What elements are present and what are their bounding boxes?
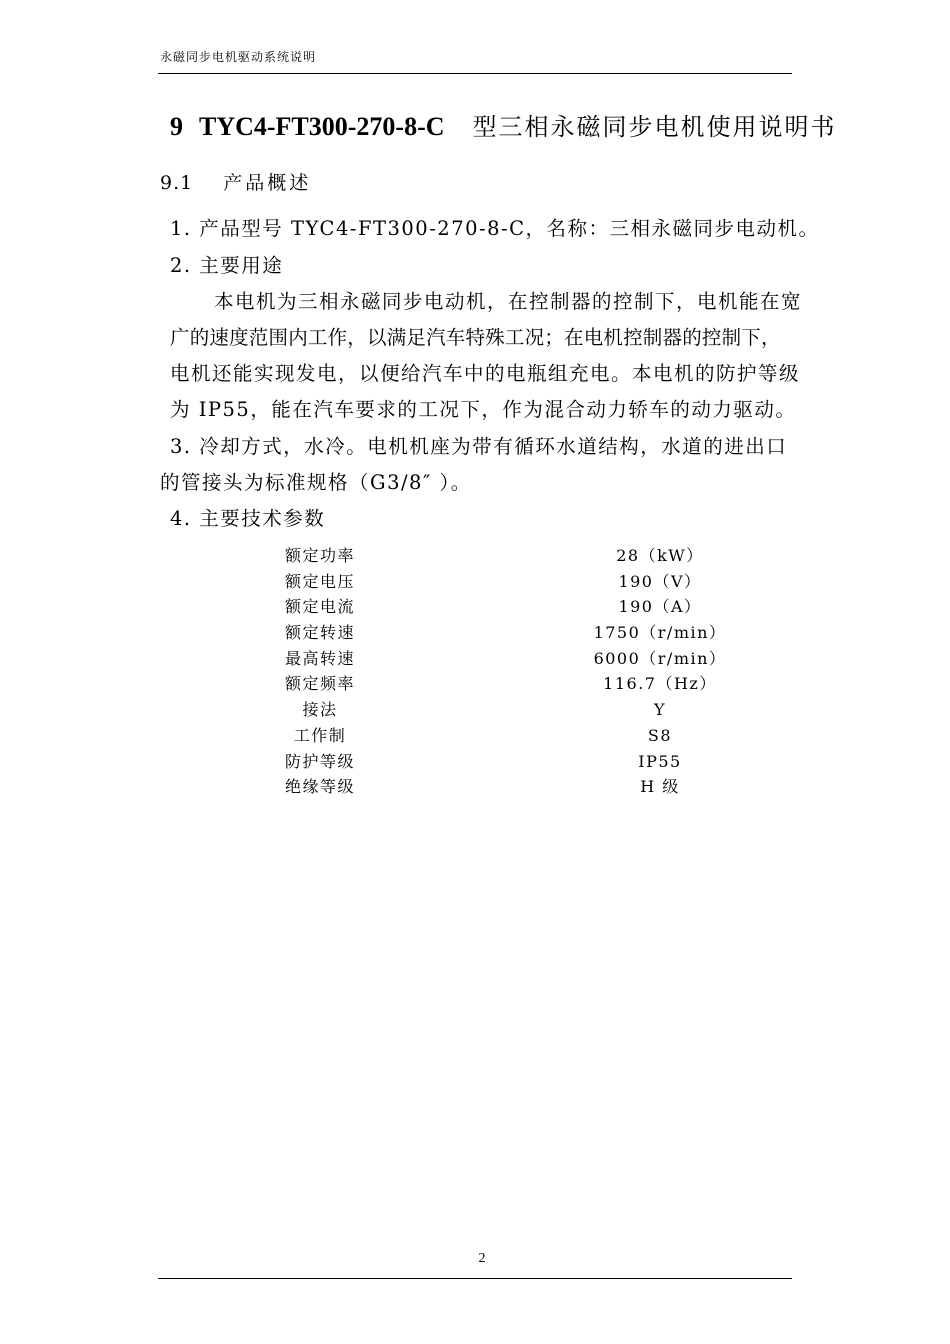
spec-value: IP55 [638, 751, 682, 771]
chapter-model: TYC4-FT300-270-8-C [199, 112, 445, 141]
spec-name: 最高转速 [284, 648, 355, 668]
spec-row [240, 671, 760, 697]
spec-value: 190（V） [618, 571, 702, 591]
section-heading [160, 168, 311, 195]
item-cooling-line-2: 的管接头为标准规格（G3/8″ ）。 [160, 471, 472, 494]
spec-row [240, 749, 760, 775]
spec-value: 6000（r/min） [593, 648, 727, 668]
paragraph-line-3: 电机还能实现发电，以便给汽车中的电瓶组充电。本电机的防护等级 [170, 362, 801, 385]
chapter-title-text: 型三相永磁同步电机使用说明书 [472, 113, 837, 141]
spec-table [240, 543, 760, 800]
spec-value: S8 [647, 725, 673, 745]
spec-value: 190（A） [618, 597, 702, 617]
page-number: 2 [478, 1251, 486, 1266]
spec-value: 1750（r/min） [593, 623, 727, 643]
spec-row [240, 774, 760, 800]
header-rule [158, 73, 792, 74]
spec-name: 额定电压 [284, 571, 355, 591]
spec-row [240, 646, 760, 672]
spec-name: 额定电流 [284, 597, 355, 617]
spec-value: 28（kW） [616, 546, 704, 565]
paragraph-line-4: 为 IP55，能在汽车要求的工况下，作为混合动力轿车的动力驱动。 [170, 398, 797, 421]
spec-name: 额定频率 [284, 674, 355, 694]
section-title: 产品概述 [223, 172, 312, 194]
spec-name: 接法 [302, 700, 338, 720]
footer-rule [158, 1278, 792, 1279]
spec-row [240, 697, 760, 723]
spec-row [240, 723, 760, 749]
spec-name: 额定功率 [284, 546, 355, 565]
spec-name: 额定转速 [284, 623, 355, 643]
chapter-number: 9 [170, 112, 183, 141]
spec-row [240, 620, 760, 646]
spec-value: Y [653, 700, 667, 720]
item-main-use-heading: 2. 主要用途 [170, 254, 284, 277]
spec-value: H 级 [640, 777, 680, 797]
spec-row [240, 594, 760, 620]
spec-name: 防护等级 [284, 751, 355, 771]
spec-name: 工作制 [293, 725, 347, 745]
item-tech-params-heading: 4. 主要技术参数 [170, 507, 326, 530]
spec-name: 绝缘等级 [284, 777, 355, 797]
chapter-title [170, 107, 837, 142]
item-cooling-line-1: 3. 冷却方式，水冷。电机机座为带有循环水道结构，水道的进出口 [170, 435, 788, 458]
item-product-model: 1. 产品型号 TYC4-FT300-270-8-C，名称：三相永磁同步电动机。 [170, 217, 820, 240]
spec-value: 116.7（Hz） [603, 674, 717, 694]
paragraph-line-2: 广的速度范围内工作，以满足汽车特殊工况；在电机控制器的控制下， [170, 326, 781, 349]
spec-row [240, 569, 760, 595]
running-header: 永磁同步电机驱动系统说明 [160, 50, 317, 64]
section-number: 9.1 [160, 172, 194, 194]
paragraph-line-1: 本电机为三相永磁同步电动机，在控制器的控制下，电机能在宽 [214, 290, 803, 313]
spec-row [240, 543, 760, 569]
